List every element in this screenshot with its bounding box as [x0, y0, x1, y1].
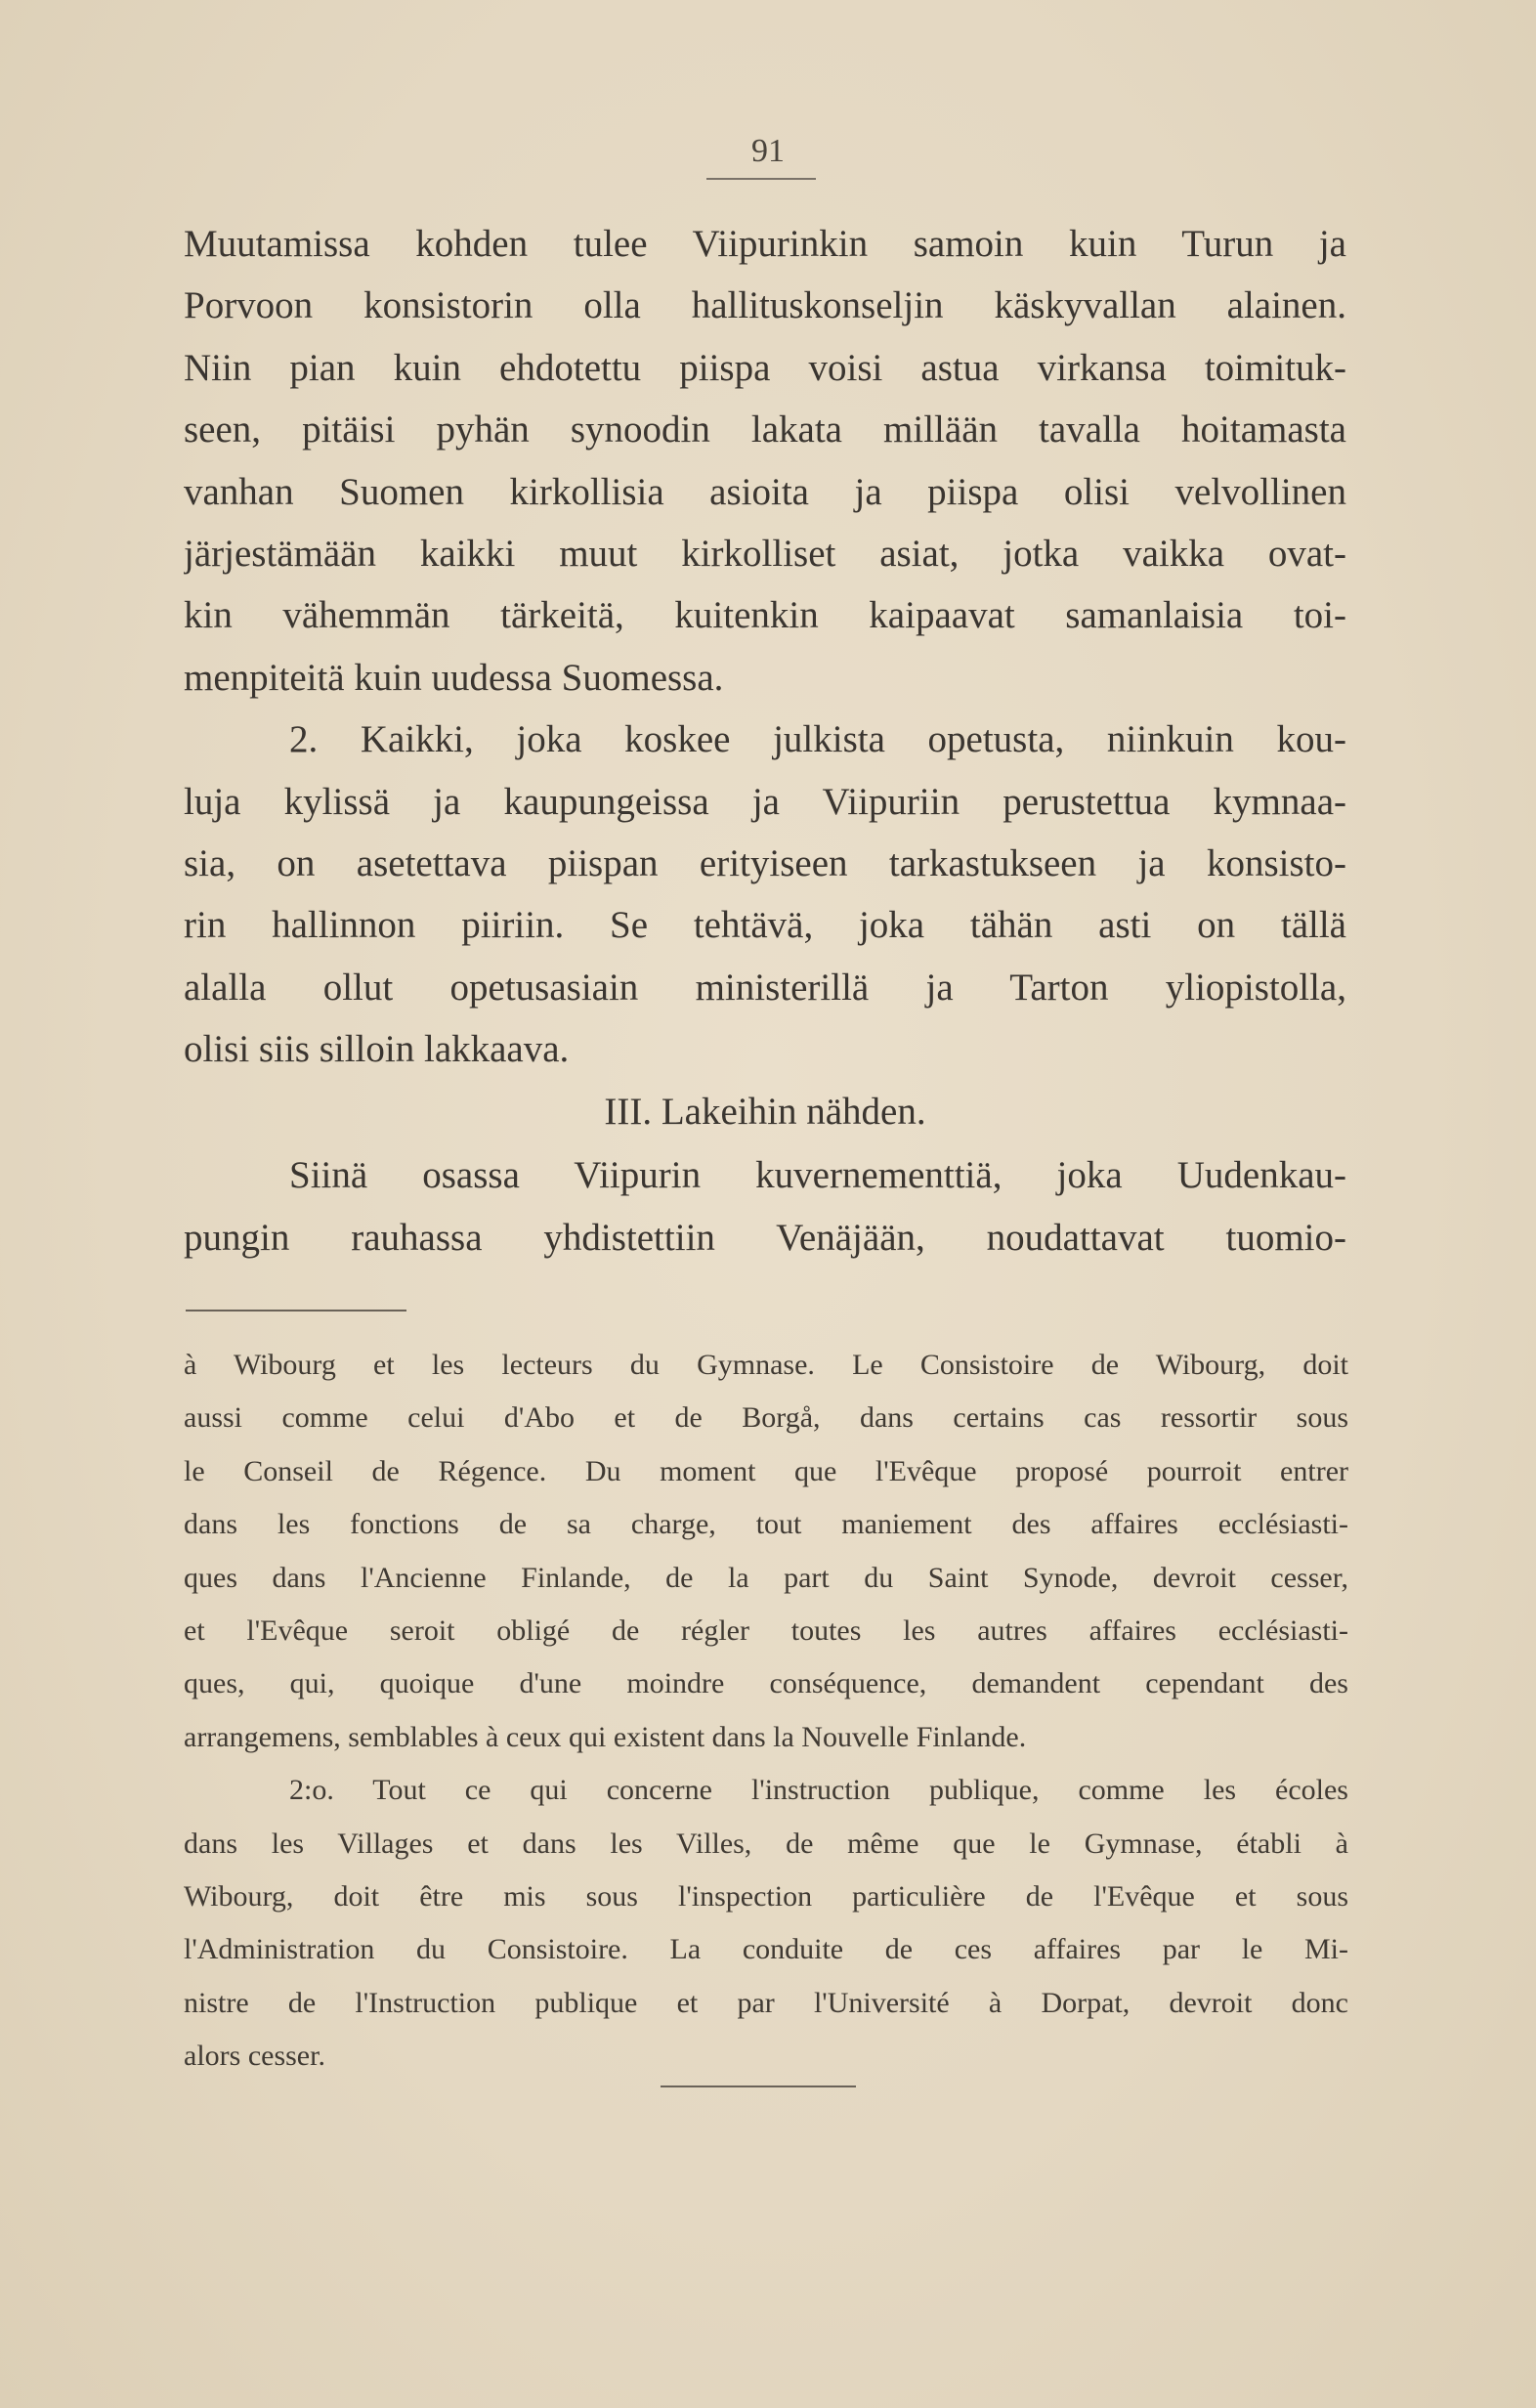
footnote-line: et l'Evêque seroit obligé de régler toutes les autres affaires ecclésiasti- — [184, 1613, 1348, 1647]
page-number-rule — [706, 178, 816, 180]
page-number: 91 — [751, 133, 785, 169]
bottom-rule — [661, 2086, 856, 2087]
footnote-line: l'Administration du Consistoire. La conduite de ces affaires par le Mi- — [184, 1933, 1348, 1966]
footnote-rule — [186, 1310, 406, 1312]
footnote-text — [184, 1339, 1348, 2083]
text-line: kin vähemmän tärkeitä, kuitenkin kaipaavat samanlaisia toi- — [184, 594, 1346, 637]
footnote-line: à Wibourg et les lecteurs du Gymnase. Le Consistoire de Wibourg, doit — [184, 1349, 1348, 1381]
main-text — [184, 213, 1346, 1268]
text-line: järjestämään kaikki muut kirkolliset asiat, jotka vaikka ovat- — [184, 532, 1346, 575]
section-heading: III. Lakeihin nähden. — [604, 1091, 926, 1134]
footnote-line: ques, qui, quoique d'une moindre conséquence, demandent cependant des — [184, 1667, 1348, 1700]
footnote-line: Wibourg, doit être mis sous l'inspection particulière de l'Evêque et sous — [184, 1879, 1348, 1913]
text-line: Niin pian kuin ehdotettu piispa voisi astua virkansa toimituk- — [184, 346, 1346, 389]
text-line: pungin rauhassa yhdistettiin Venäjään, noudattavat tuomio- — [184, 1216, 1346, 1259]
text-line: 2. Kaikki, joka koskee julkista opetusta, niinkuin kou- — [289, 718, 1346, 761]
text-line: vanhan Suomen kirkollisia asioita ja piispa olisi velvollinen — [184, 470, 1346, 513]
text-line: Porvoon konsistorin olla hallituskonseljin käskyvallan alainen. — [184, 284, 1346, 327]
footnote-line: ques dans l'Ancienne Finlande, de la part du Saint Synode, devroit cesser, — [184, 1561, 1348, 1594]
text-line: luja kylissä ja kaupungeissa ja Viipuriin perustettua kymnaa- — [184, 780, 1346, 823]
footnote-line: nistre de l'Instruction publique et par l'Université à Dorpat, devroit donc — [184, 1986, 1348, 2019]
text-line: sia, on asetettava piispan erityiseen tarkastukseen ja konsisto- — [184, 841, 1346, 884]
footnote-line: dans les fonctions de sa charge, tout maniement des affaires ecclésiasti- — [184, 1508, 1348, 1541]
footnote-line: arrangemens, semblables à ceux qui existent dans la Nouvelle Finlande. — [184, 1720, 1027, 1753]
text-line: rin hallinnon piiriin. Se tehtävä, joka tähän asti on tällä — [184, 904, 1346, 947]
footnote-line: dans les Villages et dans les Villes, de même que le Gymnase, établi à — [184, 1827, 1348, 1860]
text-line: seen, pitäisi pyhän synoodin lakata millään tavalla hoitamasta — [184, 408, 1346, 452]
text-line: Muutamissa kohden tulee Viipurinkin samoin kuin Turun ja — [184, 223, 1346, 265]
text-line: menpiteitä kuin uudessa Suomessa. — [184, 656, 724, 699]
text-line: alalla ollut opetusasiain ministerillä ja Tarton yliopistolla, — [184, 966, 1346, 1009]
text-line: olisi siis silloin lakkaava. — [184, 1028, 570, 1071]
footnote-line: aussi comme celui d'Abo et de Borgå, dans certains cas ressortir sous — [184, 1401, 1348, 1435]
footnote-line: le Conseil de Régence. Du moment que l'Evêque proposé pourroit entrer — [184, 1454, 1348, 1487]
text-line: Siinä osassa Viipurin kuvernementtiä, joka Uudenkau- — [289, 1154, 1346, 1197]
footnote-line: 2:o. Tout ce qui concerne l'instruction publique, comme les écoles — [289, 1774, 1348, 1807]
footnote-line: alors cesser. — [184, 2040, 325, 2073]
